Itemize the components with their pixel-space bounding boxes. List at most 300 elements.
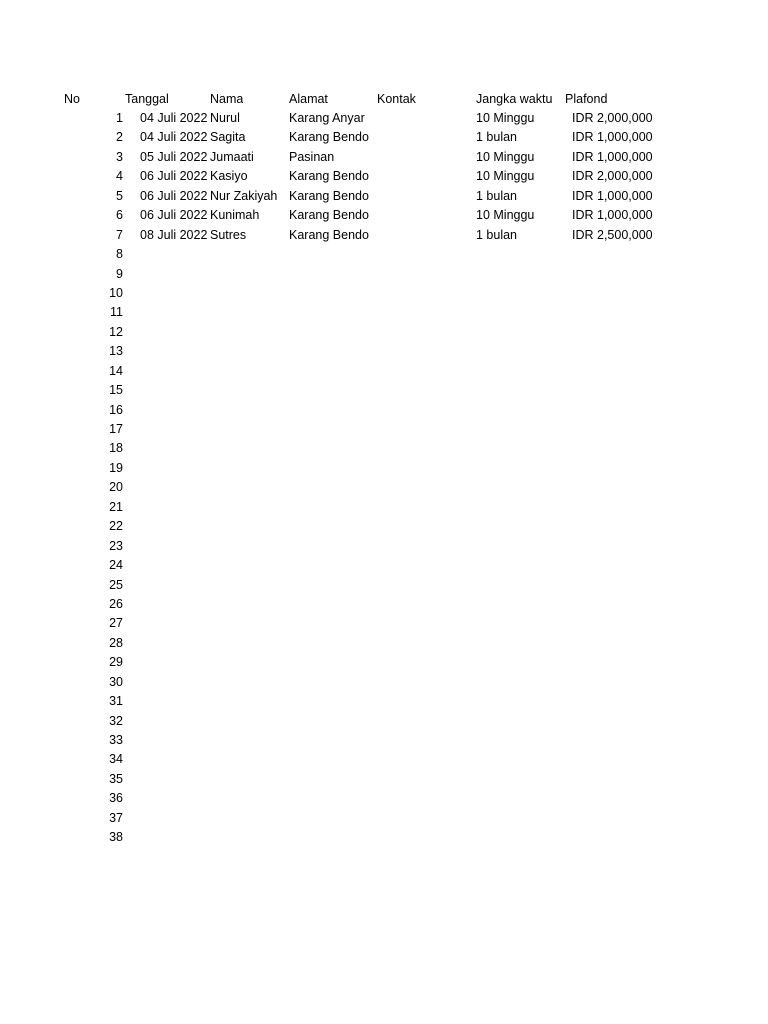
cell-kontak: [377, 342, 472, 361]
header-row: [0, 90, 768, 109]
cell-nama: [210, 809, 286, 828]
cell-no: 28: [109, 635, 123, 650]
cell-kontak: [377, 731, 472, 750]
cell-alamat: [289, 653, 374, 672]
cell-plafond: [572, 265, 662, 284]
cell-plafond: IDR 2,000,000: [572, 169, 653, 184]
table-row: [0, 323, 768, 342]
cell-plafond: [572, 284, 662, 303]
cell-kontak: [377, 712, 472, 731]
cell-plafond: IDR 1,000,000: [572, 130, 653, 145]
cell-plafond: [572, 401, 662, 420]
cell-tanggal: [140, 556, 210, 575]
cell-no: 3: [116, 149, 123, 164]
cell-plafond: [572, 362, 662, 381]
cell-alamat: [289, 770, 374, 789]
cell-tanggal: [140, 498, 210, 517]
cell-tanggal: [140, 634, 210, 653]
cell-no: 7: [116, 227, 123, 242]
cell-nama: [210, 381, 286, 400]
cell-kontak: [377, 653, 472, 672]
cell-kontak: [377, 537, 472, 556]
cell-no: 12: [109, 324, 123, 339]
cell-no: 16: [109, 402, 123, 417]
cell-tanggal: 04 Juli 2022: [140, 130, 208, 145]
table-row: [0, 381, 768, 400]
cell-tanggal: [140, 576, 210, 595]
cell-alamat: [289, 576, 374, 595]
cell-tanggal: [140, 789, 210, 808]
cell-no: 18: [109, 441, 123, 456]
cell-plafond: [572, 712, 662, 731]
cell-jangka-waktu: 10 Minggu: [476, 149, 535, 164]
table-row: [0, 420, 768, 439]
cell-kontak: [377, 517, 472, 536]
cell-alamat: [289, 439, 374, 458]
cell-nama: [210, 303, 286, 322]
cell-tanggal: [140, 731, 210, 750]
cell-jangka-waktu: [476, 323, 561, 342]
cell-alamat: Karang Anyar: [289, 111, 365, 125]
cell-plafond: [572, 750, 662, 769]
cell-plafond: [572, 537, 662, 556]
cell-no: 38: [109, 830, 123, 845]
cell-alamat: [289, 595, 374, 614]
cell-jangka-waktu: [476, 362, 561, 381]
cell-no: 21: [109, 499, 123, 514]
cell-jangka-waktu: [476, 303, 561, 322]
cell-alamat: [289, 459, 374, 478]
cell-no: 17: [109, 422, 123, 436]
cell-jangka-waktu: [476, 634, 561, 653]
cell-no: 15: [109, 383, 123, 398]
cell-kontak: [377, 556, 472, 575]
cell-kontak: [377, 828, 472, 847]
cell-nama: [210, 653, 286, 672]
cell-no: 30: [109, 674, 123, 689]
cell-plafond: [572, 770, 662, 789]
cell-kontak: [377, 323, 472, 342]
table-row: [0, 556, 768, 575]
cell-jangka-waktu: 10 Minggu: [476, 169, 535, 184]
cell-nama: [210, 595, 286, 614]
cell-alamat: [289, 245, 374, 264]
cell-alamat: [289, 750, 374, 769]
table-row: [0, 206, 768, 225]
cell-tanggal: [140, 614, 210, 633]
cell-plafond: [572, 498, 662, 517]
cell-jangka-waktu: [476, 381, 561, 400]
cell-nama: Sutres: [210, 227, 247, 242]
cell-kontak: [377, 595, 472, 614]
table-row: [0, 303, 768, 322]
cell-kontak: [377, 420, 472, 439]
cell-kontak: [377, 459, 472, 478]
table-row: [0, 634, 768, 653]
table-row: [0, 342, 768, 361]
cell-nama: [210, 634, 286, 653]
cell-no: 14: [109, 363, 123, 378]
cell-no: 9: [116, 266, 123, 281]
cell-no: 20: [109, 480, 123, 495]
cell-jangka-waktu: [476, 459, 561, 478]
cell-nama: [210, 420, 286, 439]
cell-jangka-waktu: [476, 439, 561, 458]
table-row: [0, 537, 768, 556]
cell-alamat: [289, 537, 374, 556]
cell-tanggal: [140, 323, 210, 342]
cell-alamat: [289, 556, 374, 575]
cell-tanggal: [140, 478, 210, 497]
cell-tanggal: 06 Juli 2022: [140, 169, 208, 184]
cell-no: 11: [110, 305, 123, 320]
table-row: [0, 692, 768, 711]
cell-kontak: [377, 362, 472, 381]
cell-alamat: [289, 420, 374, 439]
cell-tanggal: [140, 809, 210, 828]
cell-no: 31: [109, 694, 123, 709]
cell-nama: [210, 789, 286, 808]
cell-nama: [210, 265, 286, 284]
header-plafond: Plafond: [565, 92, 608, 106]
cell-nama: [210, 731, 286, 750]
cell-no: 10: [109, 285, 123, 300]
cell-alamat: Karang Bendo: [289, 169, 369, 184]
cell-jangka-waktu: [476, 576, 561, 595]
cell-kontak: [377, 439, 472, 458]
table-row: [0, 809, 768, 828]
cell-no: 25: [109, 577, 123, 592]
cell-jangka-waktu: [476, 284, 561, 303]
cell-nama: [210, 750, 286, 769]
cell-kontak: [377, 770, 472, 789]
header-no: No: [64, 92, 80, 106]
cell-tanggal: [140, 342, 210, 361]
cell-plafond: [572, 420, 662, 439]
cell-tanggal: [140, 750, 210, 769]
cell-plafond: [572, 439, 662, 458]
cell-alamat: Karang Bendo: [289, 208, 369, 223]
cell-kontak: [377, 809, 472, 828]
cell-jangka-waktu: [476, 556, 561, 575]
table-row: [0, 712, 768, 731]
cell-plafond: [572, 731, 662, 750]
table-row: [0, 245, 768, 264]
cell-jangka-waktu: [476, 595, 561, 614]
cell-alamat: [289, 323, 374, 342]
cell-plafond: IDR 2,500,000: [572, 227, 653, 242]
cell-kontak: [377, 148, 472, 167]
cell-no: 27: [109, 616, 123, 631]
table-body: [0, 109, 768, 848]
cell-nama: [210, 537, 286, 556]
cell-jangka-waktu: [476, 809, 561, 828]
cell-nama: [210, 498, 286, 517]
cell-jangka-waktu: 1 bulan: [476, 188, 518, 203]
cell-plafond: [572, 245, 662, 264]
cell-alamat: [289, 828, 374, 847]
table-row: [0, 284, 768, 303]
cell-kontak: [377, 750, 472, 769]
cell-nama: Nurul: [210, 111, 240, 125]
cell-no: 22: [109, 519, 123, 534]
cell-alamat: Karang Bendo: [289, 188, 369, 203]
table-row: [0, 167, 768, 186]
cell-no: 2: [116, 130, 123, 145]
table-row: [0, 362, 768, 381]
cell-jangka-waktu: [476, 828, 561, 847]
cell-plafond: [572, 459, 662, 478]
cell-plafond: [572, 692, 662, 711]
cell-tanggal: [140, 401, 210, 420]
cell-plafond: IDR 1,000,000: [572, 188, 653, 203]
cell-kontak: [377, 673, 472, 692]
cell-tanggal: [140, 770, 210, 789]
cell-jangka-waktu: [476, 750, 561, 769]
cell-tanggal: [140, 420, 210, 439]
cell-kontak: [377, 206, 472, 225]
table-row: [0, 498, 768, 517]
cell-no: 34: [109, 752, 123, 767]
cell-no: 26: [109, 596, 123, 611]
cell-nama: [210, 323, 286, 342]
cell-alamat: [289, 614, 374, 633]
cell-tanggal: 04 Juli 2022: [140, 111, 208, 125]
cell-nama: [210, 712, 286, 731]
cell-alamat: [289, 362, 374, 381]
cell-nama: Nur Zakiyah: [210, 188, 278, 203]
cell-tanggal: [140, 265, 210, 284]
cell-no: 37: [109, 810, 123, 825]
cell-alamat: [289, 401, 374, 420]
cell-nama: [210, 517, 286, 536]
cell-jangka-waktu: [476, 401, 561, 420]
cell-plafond: IDR 1,000,000: [572, 208, 653, 223]
cell-nama: Kunimah: [210, 208, 260, 223]
cell-alamat: [289, 712, 374, 731]
cell-jangka-waktu: 1 bulan: [476, 130, 518, 145]
cell-alamat: [289, 789, 374, 808]
cell-jangka-waktu: [476, 770, 561, 789]
cell-jangka-waktu: [476, 478, 561, 497]
cell-nama: [210, 828, 286, 847]
table-row: [0, 109, 768, 128]
cell-nama: [210, 692, 286, 711]
cell-plafond: IDR 2,000,000: [572, 111, 653, 125]
cell-no: 13: [109, 344, 123, 359]
cell-nama: [210, 439, 286, 458]
cell-jangka-waktu: [476, 731, 561, 750]
table-row: [0, 653, 768, 672]
cell-plafond: [572, 789, 662, 808]
cell-plafond: [572, 381, 662, 400]
cell-jangka-waktu: [476, 420, 561, 439]
header-kontak: Kontak: [377, 92, 416, 106]
cell-plafond: [572, 517, 662, 536]
cell-jangka-waktu: 1 bulan: [476, 227, 518, 242]
cell-nama: Sagita: [210, 130, 246, 145]
cell-nama: [210, 401, 286, 420]
cell-tanggal: [140, 828, 210, 847]
cell-kontak: [377, 478, 472, 497]
cell-plafond: [572, 303, 662, 322]
table-row: [0, 828, 768, 847]
cell-jangka-waktu: [476, 712, 561, 731]
cell-alamat: Karang Bendo: [289, 227, 369, 242]
cell-no: 32: [109, 713, 123, 728]
cell-tanggal: [140, 303, 210, 322]
table-row: [0, 148, 768, 167]
header-tanggal: Tanggal: [125, 92, 169, 106]
cell-nama: Kasiyo: [210, 169, 248, 184]
cell-tanggal: [140, 245, 210, 264]
cell-no: 19: [109, 460, 123, 475]
table-row: [0, 576, 768, 595]
cell-kontak: [377, 614, 472, 633]
cell-kontak: [377, 265, 472, 284]
cell-kontak: [377, 128, 472, 147]
cell-kontak: [377, 401, 472, 420]
cell-alamat: Karang Bendo: [289, 130, 369, 145]
cell-kontak: [377, 284, 472, 303]
cell-tanggal: [140, 673, 210, 692]
cell-plafond: [572, 595, 662, 614]
cell-nama: [210, 770, 286, 789]
cell-kontak: [377, 167, 472, 186]
cell-jangka-waktu: [476, 653, 561, 672]
table-row: [0, 614, 768, 633]
table-row: [0, 187, 768, 206]
cell-tanggal: [140, 381, 210, 400]
table-row: [0, 731, 768, 750]
cell-alamat: [289, 284, 374, 303]
cell-plafond: [572, 556, 662, 575]
cell-no: 35: [109, 771, 123, 786]
cell-plafond: IDR 1,000,000: [572, 149, 653, 164]
cell-alamat: [289, 478, 374, 497]
cell-tanggal: [140, 537, 210, 556]
cell-nama: [210, 576, 286, 595]
cell-no: 1: [116, 111, 123, 125]
table-row: [0, 789, 768, 808]
cell-no: 8: [116, 247, 123, 262]
cell-plafond: [572, 673, 662, 692]
cell-nama: [210, 478, 286, 497]
cell-tanggal: 08 Juli 2022: [140, 227, 208, 242]
cell-jangka-waktu: [476, 342, 561, 361]
cell-plafond: [572, 342, 662, 361]
cell-jangka-waktu: 10 Minggu: [476, 111, 535, 125]
cell-kontak: [377, 576, 472, 595]
cell-tanggal: [140, 712, 210, 731]
cell-jangka-waktu: [476, 265, 561, 284]
cell-jangka-waktu: [476, 614, 561, 633]
cell-no: 6: [116, 208, 123, 223]
table-row: [0, 673, 768, 692]
cell-tanggal: [140, 653, 210, 672]
cell-no: 23: [109, 538, 123, 553]
cell-kontak: [377, 245, 472, 264]
cell-tanggal: [140, 284, 210, 303]
cell-no: 33: [109, 733, 123, 747]
cell-tanggal: [140, 439, 210, 458]
cell-kontak: [377, 634, 472, 653]
cell-nama: [210, 614, 286, 633]
cell-nama: Jumaati: [210, 149, 254, 164]
cell-nama: [210, 556, 286, 575]
table-row: [0, 226, 768, 245]
cell-no: 36: [109, 791, 123, 806]
cell-alamat: [289, 517, 374, 536]
header-nama: Nama: [210, 92, 244, 106]
cell-plafond: [572, 653, 662, 672]
cell-kontak: [377, 789, 472, 808]
cell-alamat: [289, 265, 374, 284]
cell-plafond: [572, 828, 662, 847]
cell-kontak: [377, 303, 472, 322]
header-jangka-waktu: Jangka waktu: [476, 92, 553, 106]
cell-jangka-waktu: [476, 498, 561, 517]
cell-alamat: [289, 634, 374, 653]
cell-kontak: [377, 498, 472, 517]
cell-no: 24: [109, 558, 123, 573]
cell-alamat: [289, 809, 374, 828]
cell-kontak: [377, 381, 472, 400]
cell-jangka-waktu: [476, 245, 561, 264]
cell-alamat: [289, 731, 374, 750]
table-row: [0, 459, 768, 478]
cell-plafond: [572, 809, 662, 828]
table-row: [0, 517, 768, 536]
cell-alamat: [289, 342, 374, 361]
cell-tanggal: 05 Juli 2022: [140, 149, 208, 164]
cell-plafond: [572, 634, 662, 653]
table-row: [0, 439, 768, 458]
cell-alamat: Pasinan: [289, 149, 335, 164]
cell-kontak: [377, 692, 472, 711]
cell-nama: [210, 459, 286, 478]
cell-nama: [210, 673, 286, 692]
cell-jangka-waktu: 10 Minggu: [476, 208, 535, 223]
cell-no: 4: [116, 169, 123, 184]
table-row: [0, 265, 768, 284]
cell-kontak: [377, 187, 472, 206]
cell-plafond: [572, 614, 662, 633]
cell-kontak: [377, 226, 472, 245]
cell-alamat: [289, 673, 374, 692]
table-row: [0, 478, 768, 497]
table-row: [0, 128, 768, 147]
cell-kontak: [377, 109, 472, 128]
cell-tanggal: [140, 595, 210, 614]
cell-plafond: [572, 478, 662, 497]
cell-alamat: [289, 381, 374, 400]
cell-nama: [210, 245, 286, 264]
cell-tanggal: 06 Juli 2022: [140, 188, 208, 203]
cell-no: 5: [116, 188, 123, 203]
cell-plafond: [572, 576, 662, 595]
header-alamat: Alamat: [289, 92, 328, 106]
cell-tanggal: [140, 517, 210, 536]
table-row: [0, 750, 768, 769]
cell-no: 29: [109, 655, 123, 670]
cell-alamat: [289, 692, 374, 711]
cell-jangka-waktu: [476, 673, 561, 692]
cell-jangka-waktu: [476, 789, 561, 808]
cell-nama: [210, 362, 286, 381]
cell-tanggal: [140, 692, 210, 711]
cell-alamat: [289, 303, 374, 322]
